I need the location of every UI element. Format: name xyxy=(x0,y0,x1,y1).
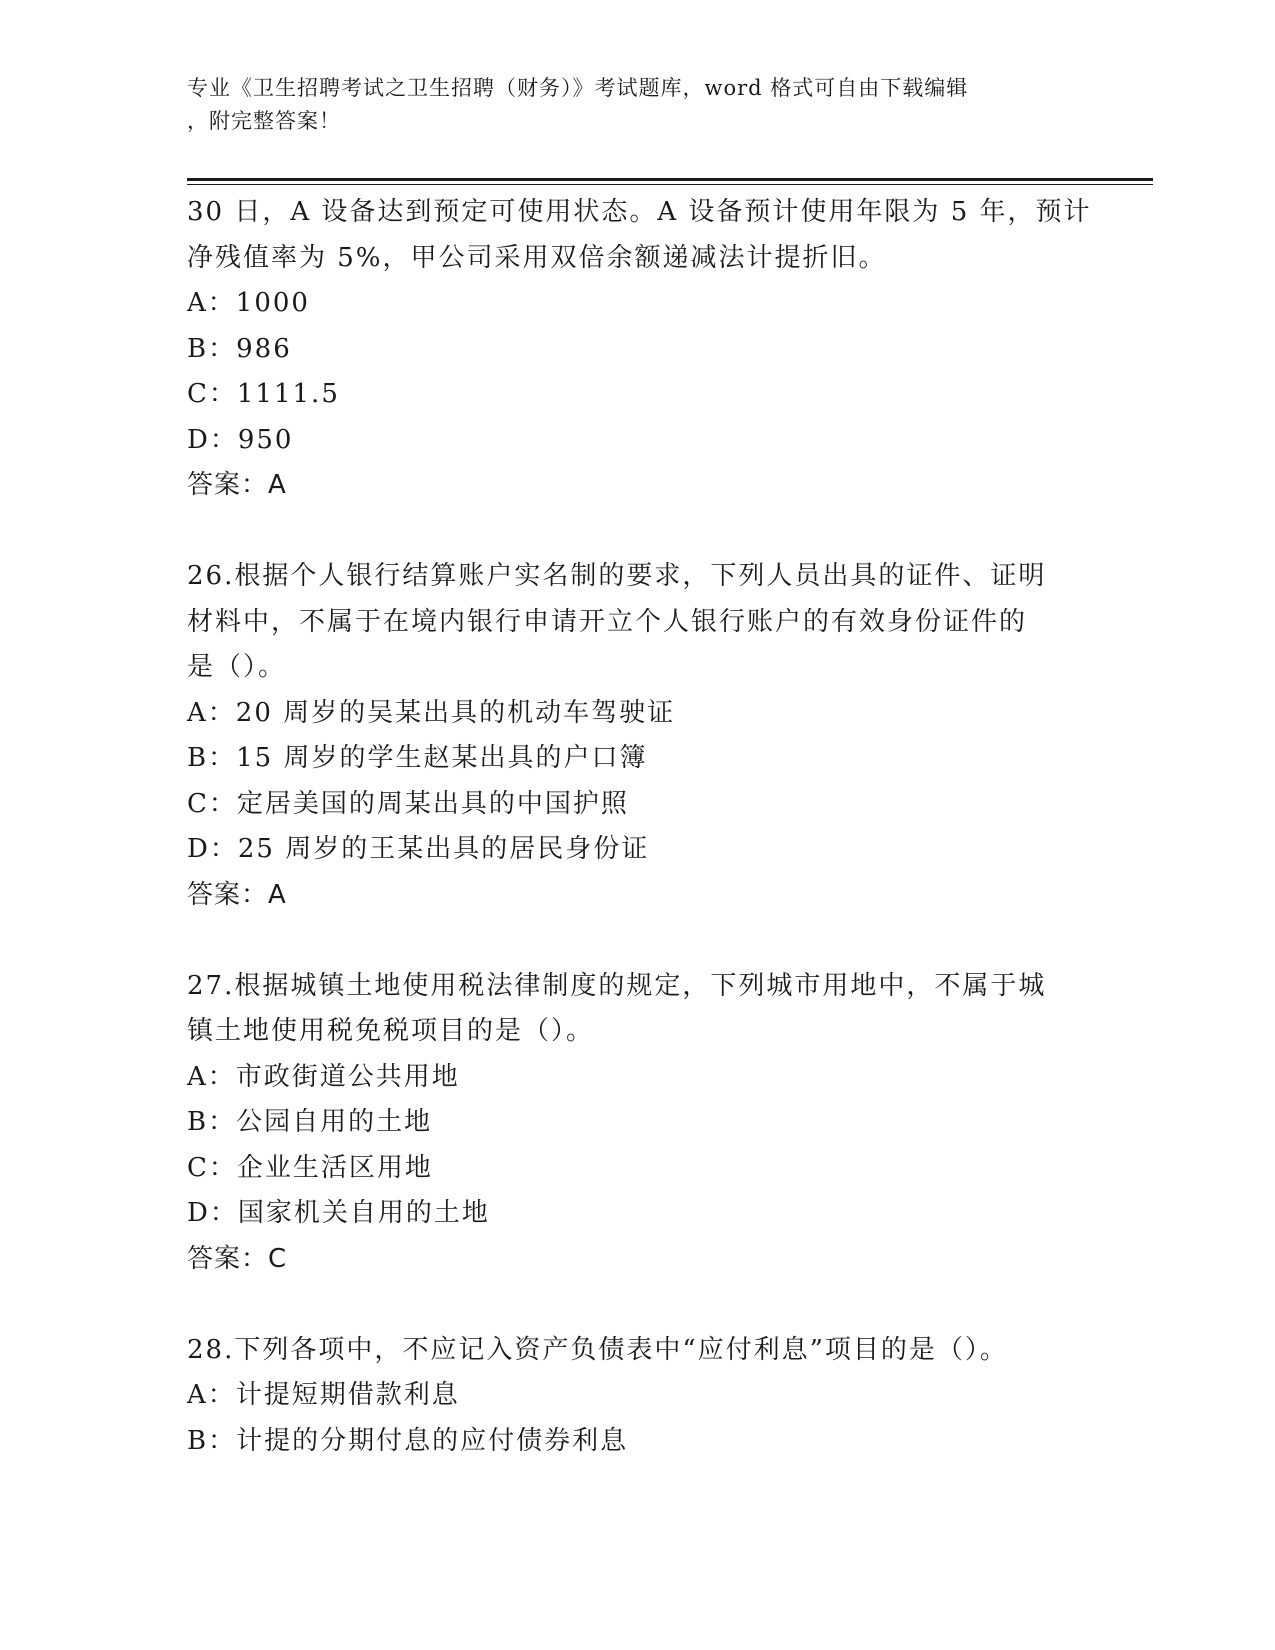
question-text-line: 镇土地使用税免税项目的是（）。 xyxy=(187,1016,595,1046)
option-d: D：国家机关自用的土地 xyxy=(187,1198,490,1228)
header-line-1: 专业《卫生招聘考试之卫生招聘（财务）》考试题库，word 格式可自由下载编辑 xyxy=(187,76,969,100)
option-a: A：市政街道公共用地 xyxy=(187,1061,460,1092)
question-list xyxy=(187,190,1092,1464)
question-26 xyxy=(187,554,1087,918)
question-text-line: 是（）。 xyxy=(187,652,287,682)
option-b: B：公园自用的土地 xyxy=(187,1107,433,1137)
option-a: A：20 周岁的吴某出具的机动车驾驶证 xyxy=(187,697,676,728)
option-c: C：1111.5 xyxy=(187,379,340,409)
question-27 xyxy=(187,964,1087,1283)
question-spacer xyxy=(187,1282,1087,1328)
option-c: C：定居美国的周某出具的中国护照 xyxy=(187,788,629,819)
question-spacer xyxy=(187,509,1087,555)
answer-line: 答案：A xyxy=(187,879,287,910)
header-divider-thick xyxy=(187,178,1153,181)
option-b: B：计提的分期付息的应付债券利息 xyxy=(187,1425,629,1456)
question-spacer xyxy=(187,918,1087,964)
option-d: D：950 xyxy=(187,424,294,455)
document-header xyxy=(187,72,1067,138)
answer-line: 答案：C xyxy=(187,1243,288,1274)
option-c: C：企业生活区用地 xyxy=(187,1152,433,1183)
option-b: B：15 周岁的学生赵某出具的户口簿 xyxy=(187,743,648,773)
option-b: B：986 xyxy=(187,333,292,364)
question-text-line: 27.根据城镇土地使用税法律制度的规定，下列城市用地中，不属于城 xyxy=(187,970,1047,1001)
option-d: D：25 周岁的王某出具的居民身份证 xyxy=(187,834,650,864)
option-a: A：计提短期借款利息 xyxy=(187,1380,460,1410)
answer-line: 答案：A xyxy=(187,470,287,500)
question-text-line: 材料中，不属于在境内银行申请开立个人银行账户的有效身份证件的 xyxy=(187,606,1028,637)
question-text-line: 30 日，A 设备达到预定可使用状态。A 设备预计使用年限为 5 年，预计 xyxy=(187,197,1092,227)
question-text-line: 28.下列各项中，不应记入资产负债表中“应付利息”项目的是（）。 xyxy=(187,1334,1008,1365)
question-text-line: 26.根据个人银行结算账户实名制的要求，下列人员出具的证件、证明 xyxy=(187,561,1047,591)
option-a: A：1000 xyxy=(187,288,310,318)
header-line-2: ，附完整答案！ xyxy=(187,109,341,133)
question-text-line: 净残值率为 5%，甲公司采用双倍余额递减法计提折旧。 xyxy=(187,242,887,273)
question-28 xyxy=(187,1328,1087,1465)
header-divider-thin xyxy=(187,184,1153,185)
question-continued xyxy=(187,190,1092,509)
